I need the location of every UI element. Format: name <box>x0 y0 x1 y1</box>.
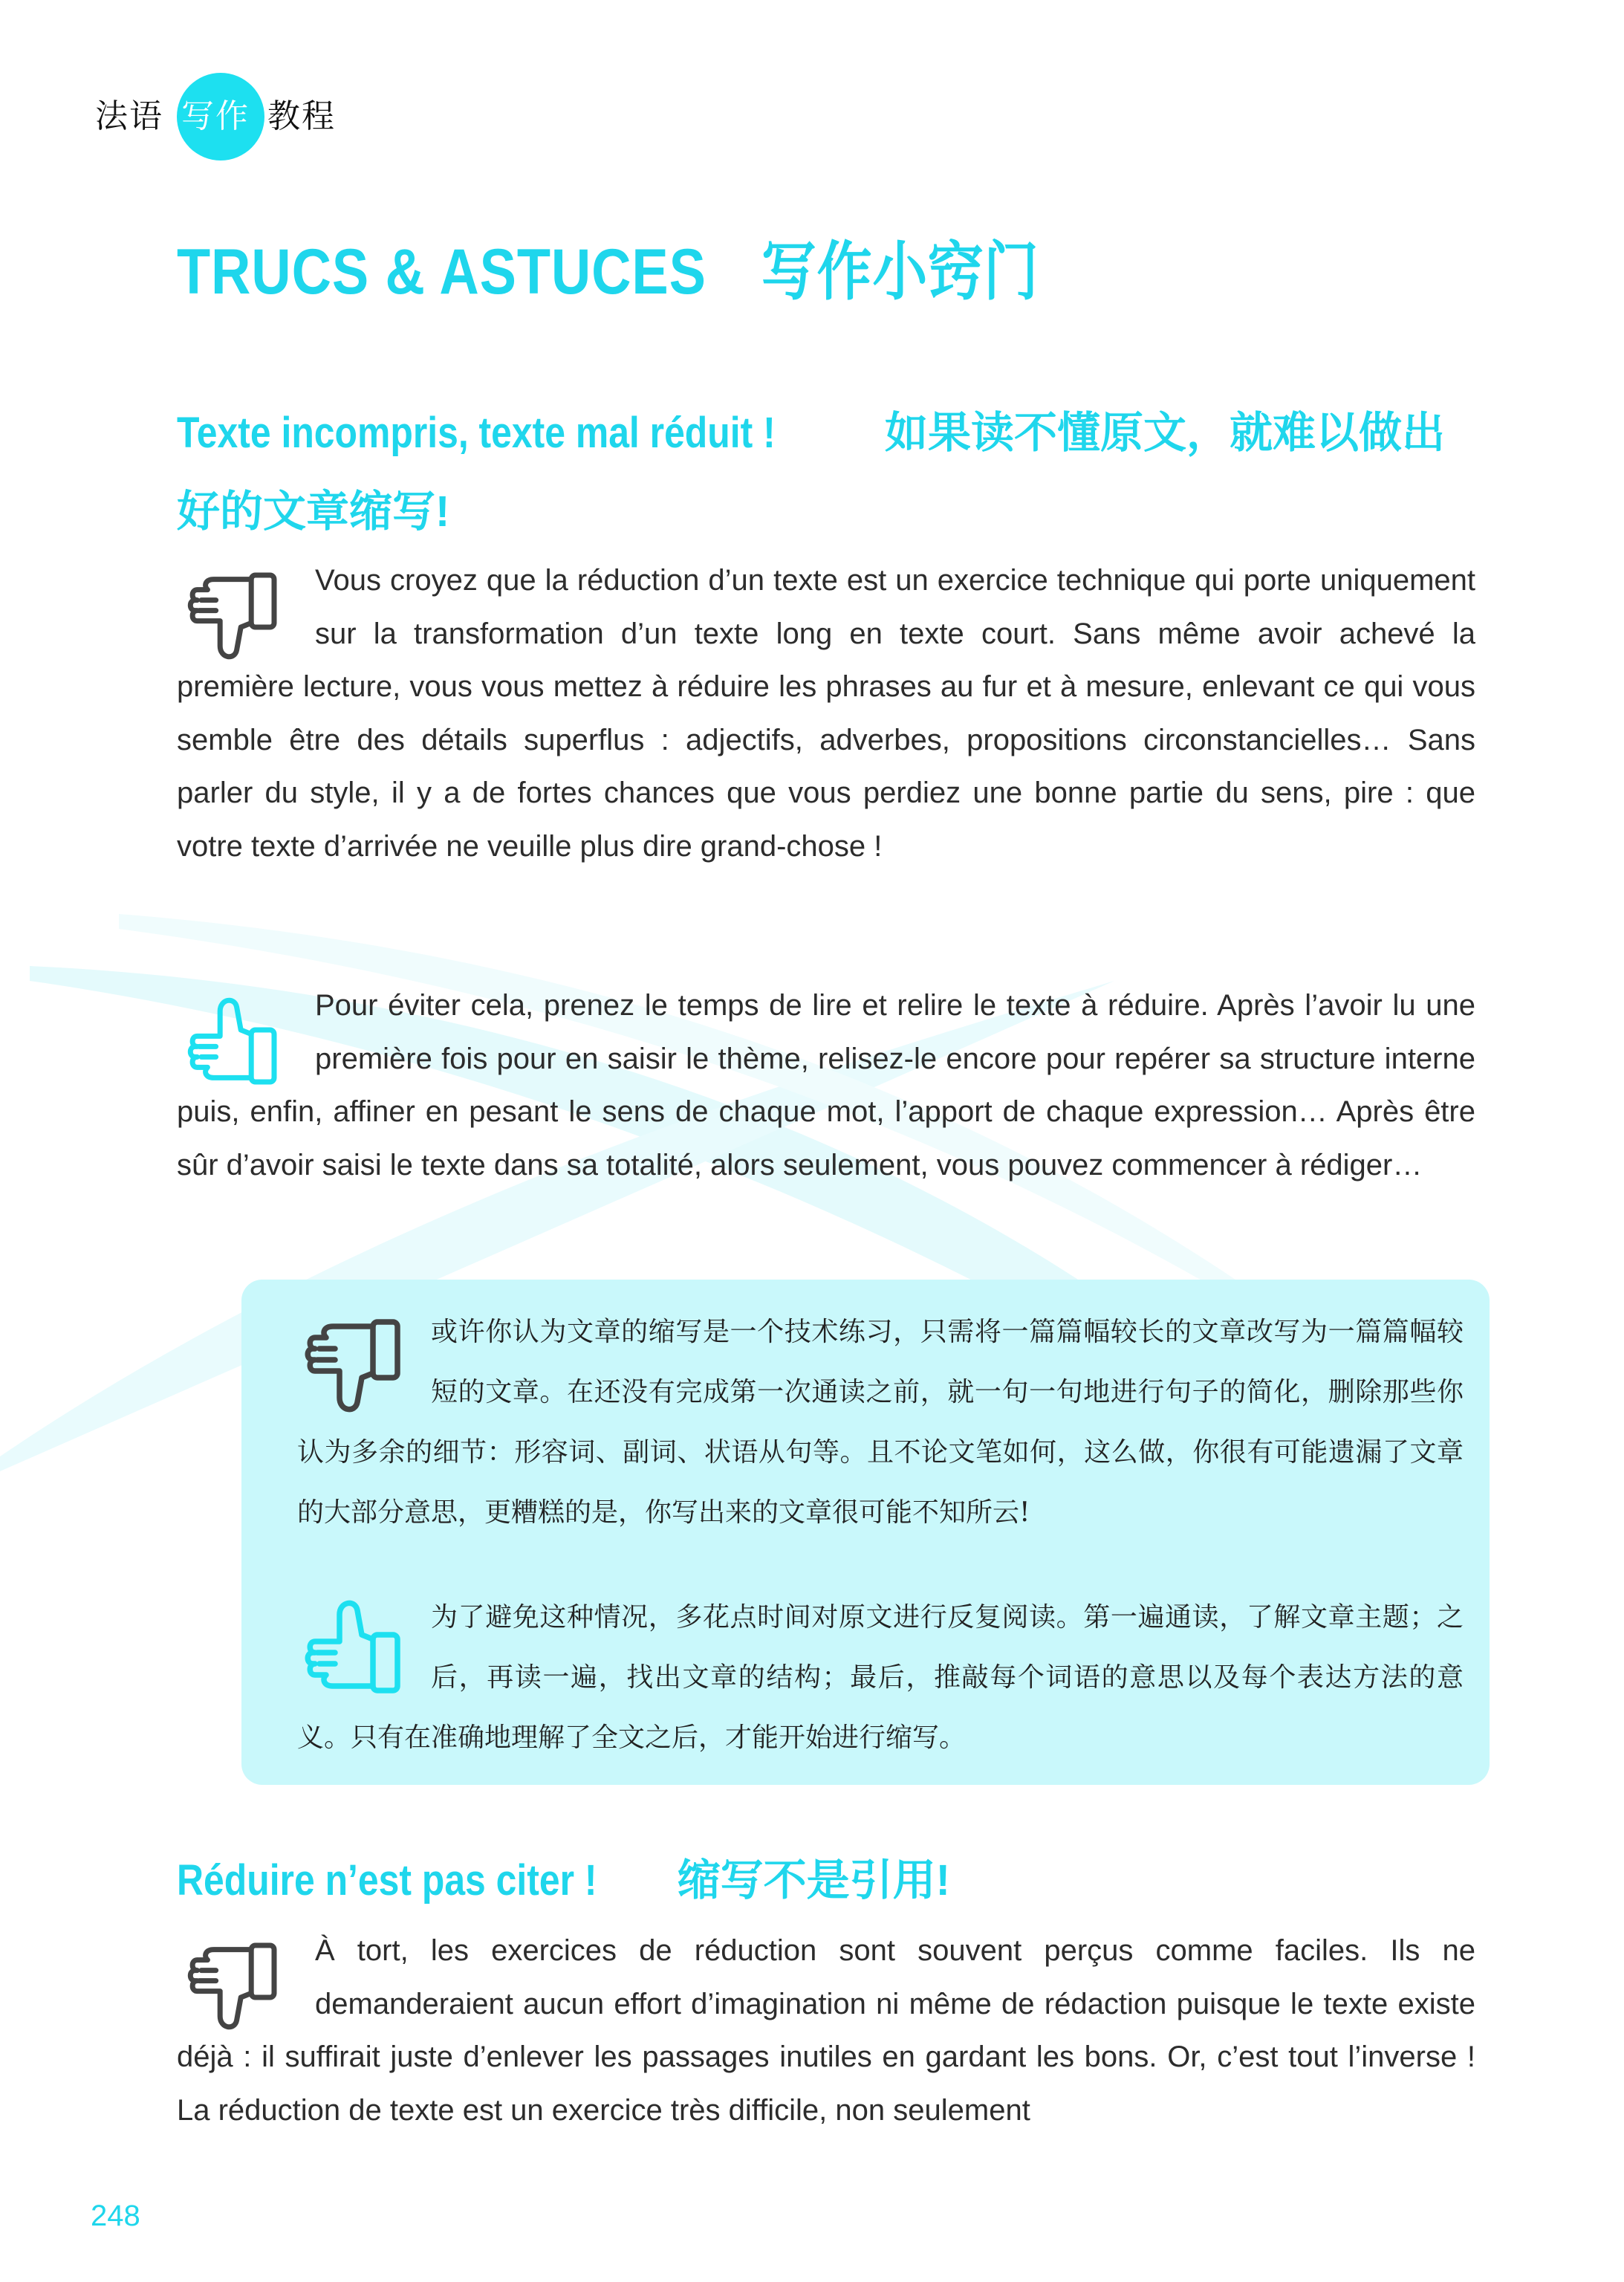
header-text-fayu: 法语 <box>95 97 163 135</box>
paragraph-good-fr-1-text: Pour éviter cela, prenez le temps de lire et relire le texte à réduire. Après l’avoir lu une première fois pour en saisir le thème, relisez-le encore pour repérer sa structure interne puis, enfin, affiner en pesant le sens de chaque mot, l’apport de chaque expression… Après être sûr d’avoir saisi le texte dans sa totalité, alors seulement, vous pouvez commencer à rédiger… <box>177 989 1475 1181</box>
page-title <box>177 220 1039 312</box>
section1-heading <box>177 394 1484 551</box>
section2-heading <box>177 1841 1484 1920</box>
paragraph-bad-fr-2 <box>177 1925 1475 2137</box>
section1-heading-zh: 如果读不懂原文，就难以做出好的文章缩写! <box>177 409 1445 536</box>
section2-heading-fr: Réduire n’est pas citer ! <box>177 1856 597 1905</box>
paragraph-bad-zh <box>297 1302 1464 1543</box>
header-text-jiaocheng: 教程 <box>267 97 336 135</box>
paragraph-good-zh <box>297 1587 1464 1768</box>
title-fr: TRUCS & ASTUCES <box>177 236 707 308</box>
paragraph-bad-zh-text: 或许你认为文章的缩写是一个技术练习，只需将一篇篇幅较长的文章改写为一篇篇幅较短的文章。在还没有完成第一次通读之前，就一句一句地进行句子的简化，删除那些你认为多余的细节：形容词、副词、状语从句等。且不论文笔如何，这么做，你很有可能遗漏了文章的大部分意思，更糟糕的是，你写出来的文章很可能不知所云! <box>297 1317 1464 1528</box>
paragraph-good-zh-text: 为了避免这种情况，多花点时间对原文进行反复阅读。第一遍通读，了解文章主题；之后，再读一遍，找出文章的结构；最后，推敲每个词语的意思以及每个表达方法的意义。只有在准确地理解了全文之后，才能开始进行缩写。 <box>297 1602 1464 1753</box>
section1-heading-fr: Texte incompris, texte mal réduit ! <box>177 409 776 457</box>
section2-heading-zh: 缩写不是引用! <box>677 1856 950 1905</box>
header-text-xiezuo: 写作 <box>181 97 250 135</box>
paragraph-bad-fr-1 <box>177 554 1475 873</box>
title-zh: 写作小窍门 <box>761 236 1039 308</box>
page-number: 248 <box>91 2200 140 2232</box>
book-header <box>95 73 481 155</box>
paragraph-bad-fr-1-text: Vous croyez que la réduction d’un texte est un exercice technique qui porte uniquement sur la transformation d’un texte long en texte court. Sans même avoir achevé la première lecture, vous vous mettez à réduire les phrases au fur et à mesure, enlevant ce qui vous semble être des détails superflus : adjectifs, adverbes, propositions circonstancielles… Sans parler du style, il y a de fortes chances que vous perdiez une bonne partie du sens, pire : que votre texte d’arrivée ne veuille plus dire grand-chose ! <box>177 564 1475 863</box>
paragraph-good-fr-1 <box>177 979 1475 1192</box>
paragraph-bad-fr-2-text: À tort, les exercices de réduction sont souvent perçus comme faciles. Ils ne demanderaient aucun effort d’imagination ni même de rédaction puisque le texte existe déjà : il suffirait juste d’enlever les passages inutiles en gardant les bons. Or, c’est tout l’inverse ! La réduction de texte est un exercice très difficile, non seulement <box>177 1934 1475 2127</box>
